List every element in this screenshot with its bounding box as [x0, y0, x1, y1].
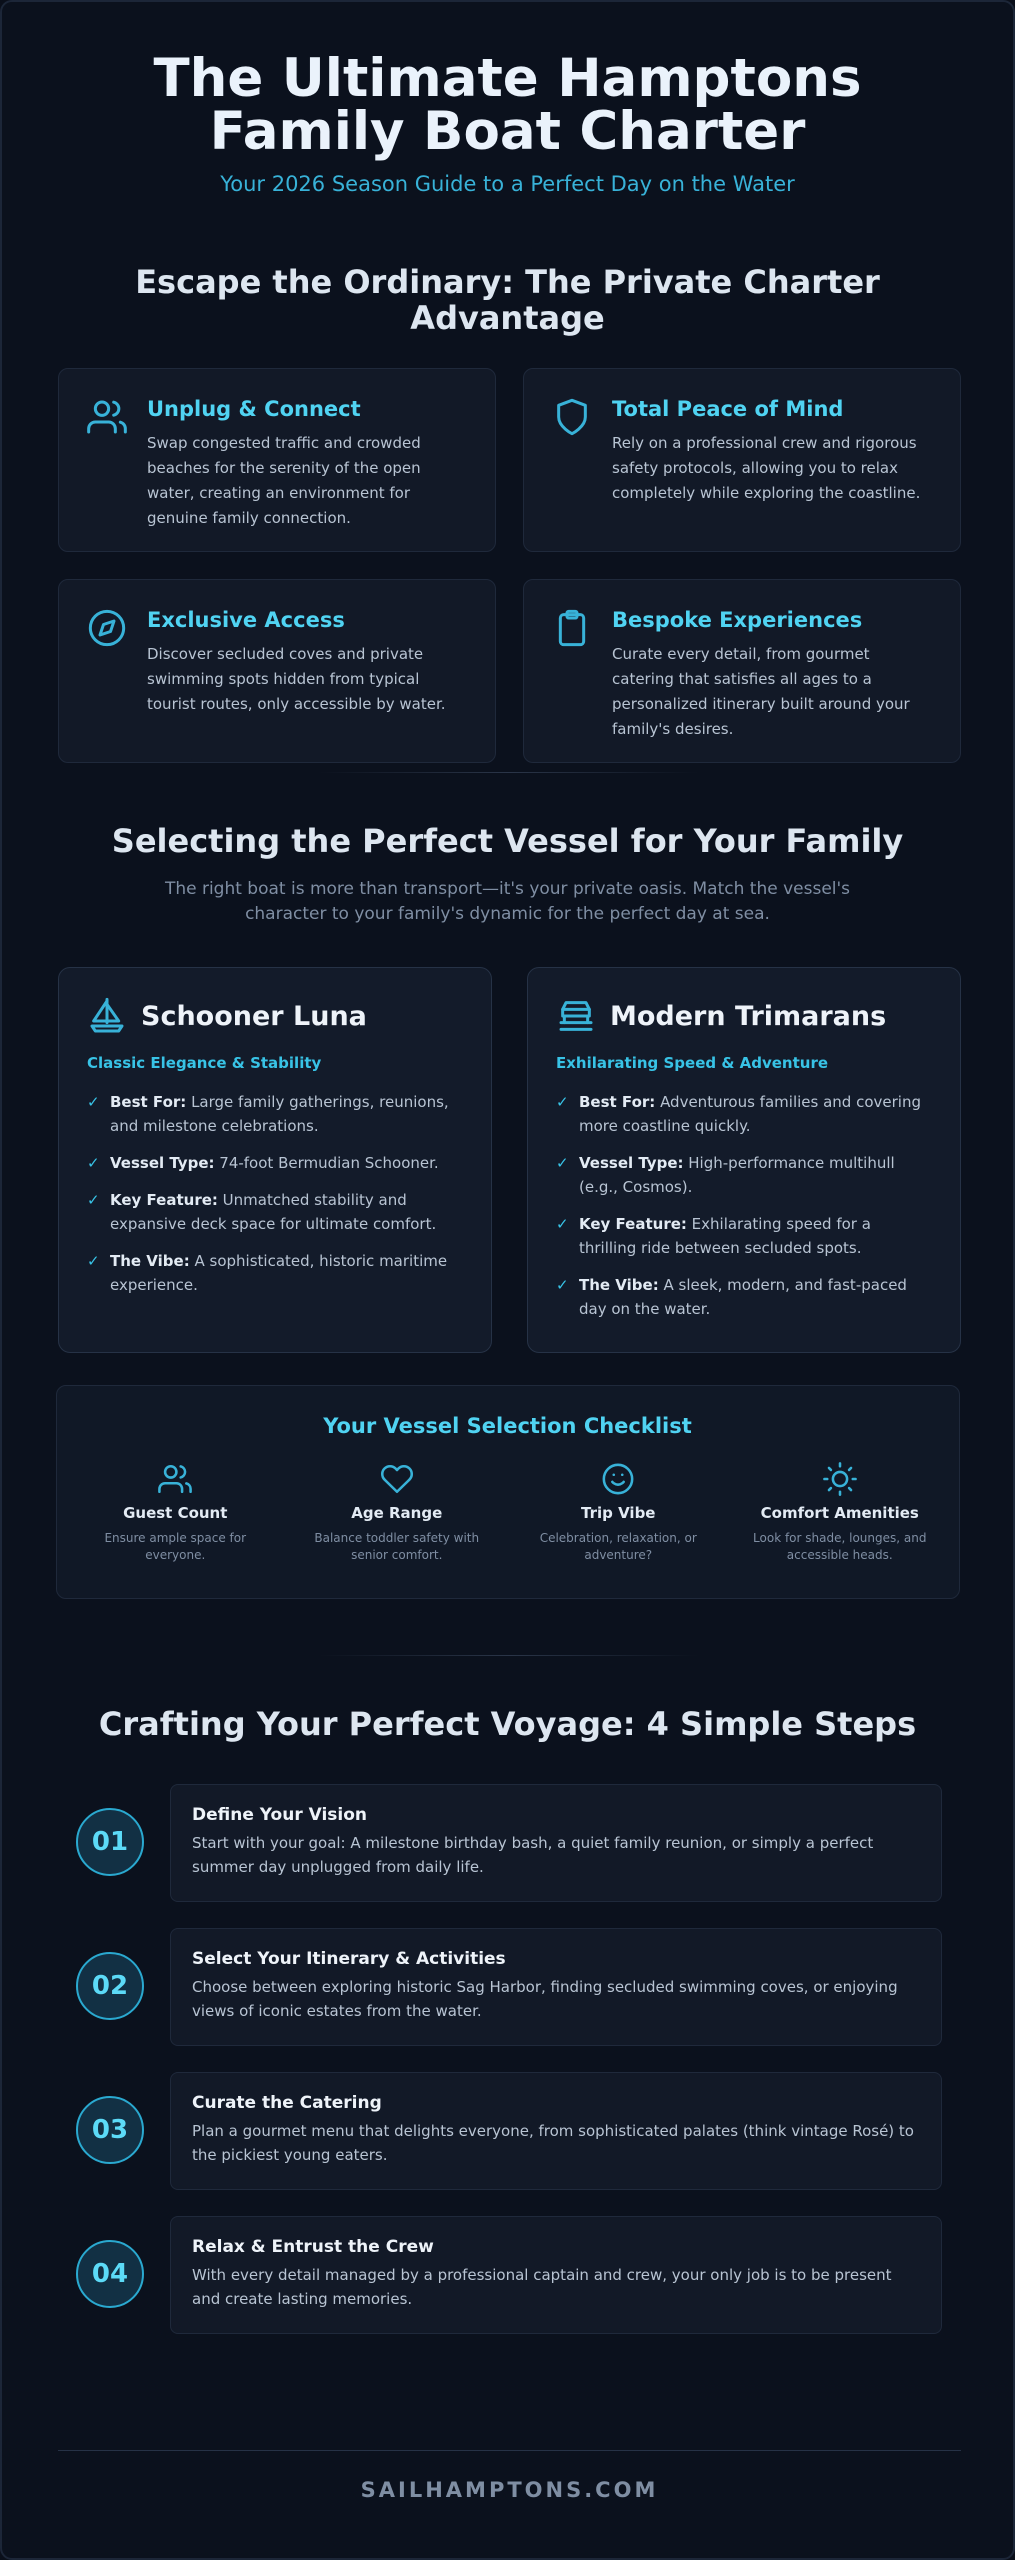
advantage-title: Bespoke Experiences: [612, 608, 863, 632]
step-title: Define Your Vision: [192, 1805, 368, 1825]
checklist-item-trip-vibe: [520, 1462, 716, 1564]
checklist-item-guest-count: [77, 1462, 273, 1564]
list-item: ✓ Best For: Adventurous families and covering more coastline quickly.: [556, 1090, 932, 1138]
users-icon: [158, 1462, 192, 1496]
advantage-title: Total Peace of Mind: [612, 397, 844, 421]
list-item: ✓ Key Feature: Exhilarating speed for a thrilling ride between secluded spots.: [556, 1212, 932, 1260]
checklist-item-title: Age Range: [351, 1504, 443, 1522]
step-number: 01: [76, 1808, 144, 1876]
checklist-item-text: Ensure ample space for everyone.: [104, 1531, 247, 1562]
step-item: [2, 2072, 1015, 2190]
advantage-text: Swap congested traffic and crowded beaches for the serenity of the open water, creating an environment for genuine family connection.: [147, 434, 421, 527]
list-item: ✓ The Vibe: A sleek, modern, and fast-paced day on the water.: [556, 1273, 932, 1321]
advantage-text: Curate every detail, from gourmet catering that satisfies all ages to a personalized itinerary built around your family's desires.: [612, 645, 910, 738]
check-icon: ✓: [556, 1154, 569, 1172]
vessel-tag: Exhilarating Speed & Adventure: [556, 1054, 829, 1072]
vessel-card-schooner: [58, 967, 492, 1353]
step-text: Plan a gourmet menu that delights everyone, from sophisticated palates (think vintage Rosé) to the pickiest young eaters.: [192, 2122, 914, 2164]
step-item: [2, 1928, 1015, 2046]
vessel-card-trimaran: [527, 967, 961, 1353]
advantages-grid: [2, 368, 1013, 788]
advantage-text: Rely on a professional crew and rigorous safety protocols, allowing you to relax completely while exploring the coastline.: [612, 434, 921, 502]
clipboard-icon: [552, 608, 592, 648]
section-divider: [318, 1655, 698, 1656]
vessel-grid: [2, 967, 1013, 1357]
footer-divider: [58, 2450, 961, 2451]
check-icon: ✓: [87, 1093, 100, 1111]
vessel-tag: Classic Elegance & Stability: [87, 1054, 322, 1072]
step-text: Choose between exploring historic Sag Harbor, finding secluded swimming coves, or enjoying views of iconic estates from the water.: [192, 1978, 898, 2020]
advantage-card-bespoke: [523, 579, 961, 763]
trimaran-icon: [556, 996, 596, 1036]
step-box: [170, 2216, 942, 2334]
vessel-features: [87, 1090, 463, 1297]
checklist-item-title: Guest Count: [123, 1504, 228, 1522]
checklist-item-title: Comfort Amenities: [760, 1504, 919, 1522]
list-item: ✓ Best For: Large family gatherings, reunions, and milestone celebrations.: [87, 1090, 463, 1138]
step-box: [170, 1928, 942, 2046]
step-item: [2, 2216, 1015, 2334]
step-text: With every detail managed by a professional captain and crew, your only job is to be present and create lasting memories.: [192, 2266, 892, 2308]
smile-icon: [601, 1462, 635, 1496]
check-icon: ✓: [87, 1252, 100, 1270]
vessels-title: Selecting the Perfect Vessel for Your Family: [111, 822, 904, 860]
footer-website: SAILHAMPTONS.COM: [360, 2478, 659, 2502]
check-icon: ✓: [556, 1215, 569, 1233]
list-item: ✓ Vessel Type: 74-foot Bermudian Schooner.: [87, 1151, 463, 1175]
vessel-name: Schooner Luna: [141, 1000, 367, 1032]
step-title: Curate the Catering: [192, 2093, 382, 2113]
steps-title: Crafting Your Perfect Voyage: 4 Simple Steps: [98, 1705, 917, 1743]
step-number: 03: [76, 2096, 144, 2164]
step-box: [170, 2072, 942, 2190]
advantage-title: Exclusive Access: [147, 608, 345, 632]
step-box: [170, 1784, 942, 1902]
sun-icon: [823, 1462, 857, 1496]
step-text: Start with your goal: A milestone birthday bash, a quiet family reunion, or simply a perfect summer day unplugged from daily life.: [192, 1834, 874, 1876]
vessels-subtitle: The right boat is more than transport—it's your private oasis. Match the vessel's character to your family's dynamic for the perfect day at sea.: [164, 879, 851, 924]
header: [2, 2, 1013, 196]
advantage-card-access: [58, 579, 496, 763]
checklist-item-comfort: [742, 1462, 938, 1564]
vessel-checklist: [56, 1385, 960, 1599]
checklist-item-text: Look for shade, lounges, and accessible heads.: [753, 1531, 927, 1562]
advantage-card-unplug: [58, 368, 496, 552]
vessel-features: [556, 1090, 932, 1321]
heart-icon: [380, 1462, 414, 1496]
list-item: ✓ Vessel Type: High-performance multihull (e.g., Cosmos).: [556, 1151, 932, 1199]
check-icon: ✓: [556, 1093, 569, 1111]
advantages-title: Escape the Ordinary: The Private Charter Advantage: [135, 263, 880, 337]
checklist-item-text: Celebration, relaxation, or adventure?: [539, 1531, 697, 1562]
page-title: The Ultimate Hamptons Family Boat Charter: [153, 48, 862, 162]
compass-icon: [87, 608, 127, 648]
step-number: 04: [76, 2240, 144, 2308]
shield-icon: [552, 397, 592, 437]
checklist-title: Your Vessel Selection Checklist: [323, 1414, 692, 1438]
steps-list: [2, 1784, 1013, 2364]
checklist-item-title: Trip Vibe: [581, 1504, 656, 1522]
checklist-item-age-range: [299, 1462, 495, 1564]
check-icon: ✓: [87, 1154, 100, 1172]
step-item: [2, 1784, 1015, 1902]
checklist-item-text: Balance toddler safety with senior comfort.: [314, 1531, 480, 1562]
step-title: Relax & Entrust the Crew: [192, 2237, 434, 2257]
list-item: ✓ Key Feature: Unmatched stability and expansive deck space for ultimate comfort.: [87, 1188, 463, 1236]
page-subtitle: Your 2026 Season Guide to a Perfect Day on the Water: [220, 172, 795, 196]
step-title: Select Your Itinerary & Activities: [192, 1949, 506, 1969]
users-icon: [87, 397, 127, 437]
advantage-text: Discover secluded coves and private swimming spots hidden from typical tourist routes, only accessible by water.: [147, 645, 446, 713]
sailboat-icon: [87, 996, 127, 1036]
advantage-title: Unplug & Connect: [147, 397, 361, 421]
step-number: 02: [76, 1952, 144, 2020]
check-icon: ✓: [87, 1191, 100, 1209]
check-icon: ✓: [556, 1276, 569, 1294]
advantage-card-peace: [523, 368, 961, 552]
list-item: ✓ The Vibe: A sophisticated, historic maritime experience.: [87, 1249, 463, 1297]
vessel-name: Modern Trimarans: [610, 1000, 887, 1032]
